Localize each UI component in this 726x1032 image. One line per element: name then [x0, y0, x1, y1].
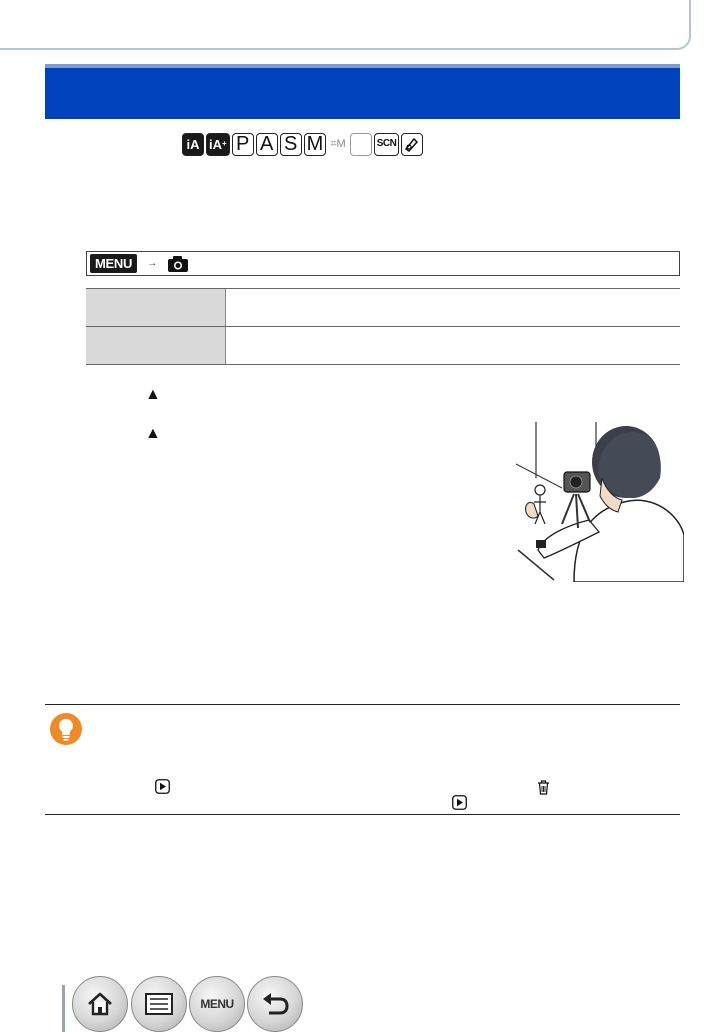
menu-chip: MENU: [90, 254, 137, 273]
mode-panorama-icon: [350, 133, 372, 156]
row-description: [226, 327, 680, 364]
home-icon: [85, 990, 115, 1018]
row-label: [86, 327, 226, 364]
table-row: [86, 289, 680, 326]
mode-m-icon: M: [304, 133, 327, 156]
settings-table: [86, 288, 680, 365]
menu-path: [86, 251, 680, 276]
row-description: [226, 289, 680, 326]
mode-scn-icon: SCN: [374, 133, 400, 156]
row-label: [86, 289, 226, 326]
tip-top-rule: [45, 704, 680, 705]
applicable-modes: [182, 131, 423, 157]
playback-button-icon: [155, 779, 170, 794]
back-button[interactable]: [247, 976, 303, 1032]
self-shot-illustration: [514, 420, 684, 582]
list-icon: [144, 992, 174, 1016]
tip-lightbulb-icon: [49, 712, 83, 746]
trash-icon: [537, 780, 550, 795]
menu-label: MENU: [200, 997, 234, 1011]
up-arrow-icon: ▲: [145, 425, 161, 442]
mode-movie-m-icon: ⌗M: [330, 137, 346, 150]
mode-ia-plus-icon: iA +: [206, 133, 230, 156]
section-title-bar: [45, 64, 680, 119]
tip-bottom-rule: [45, 814, 680, 815]
mode-s-icon: S: [280, 133, 302, 156]
page-frame: [0, 0, 691, 50]
footer-accent-bar: [62, 985, 65, 1032]
mode-creative-control-icon: [401, 133, 423, 156]
camera-icon: [167, 255, 189, 273]
mode-ia-icon: iA: [182, 133, 204, 156]
menu-arrow: →: [147, 258, 158, 269]
mode-a-icon: A: [256, 133, 278, 156]
contents-button[interactable]: [131, 976, 187, 1032]
playback-button-icon: [452, 795, 467, 810]
menu-button[interactable]: [189, 976, 245, 1032]
home-button[interactable]: [72, 976, 128, 1032]
back-arrow-icon: [260, 991, 290, 1017]
table-row: [86, 326, 680, 364]
up-arrow-icon: ▲: [145, 386, 161, 403]
mode-p-icon: P: [232, 133, 254, 156]
